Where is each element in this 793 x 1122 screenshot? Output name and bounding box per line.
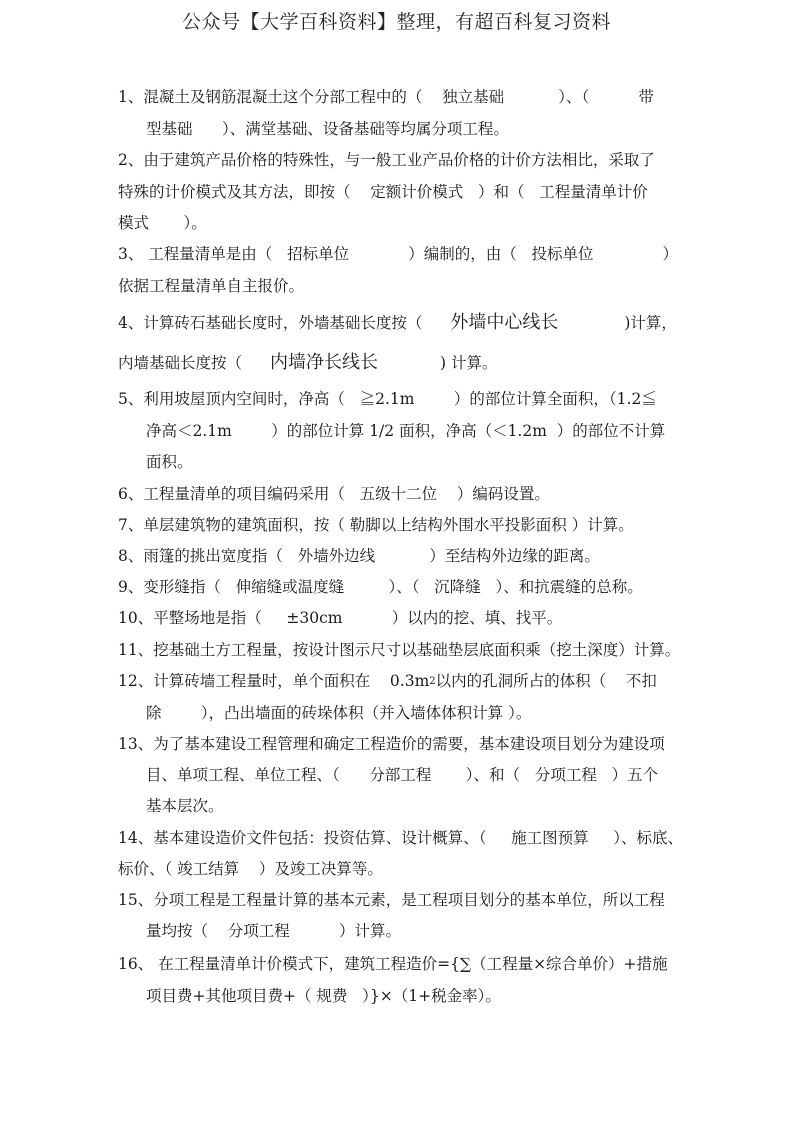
question-15-line-2: 量均按（ 分项工程 ）计算。: [146, 922, 401, 940]
question-4-line-1-prefix: 4、计算砖石基础长度时，外墙基础长度按（: [118, 314, 423, 332]
question-4-line-1: [118, 312, 677, 334]
question-4-line-2-prefix: 内墙基础长度按（: [118, 354, 243, 372]
page-header-title: 公众号【大学百科资料】整理，有超百科复习资料: [181, 11, 611, 33]
question-12-line-1: [118, 670, 657, 693]
question-4-line-1-suffix: )计算，: [624, 314, 677, 332]
question-14-line-2: 标价、（ 竣工结算 ）及竣工决算等。: [118, 860, 383, 878]
question-4-line-2: [118, 352, 498, 374]
question-11: 11、挖基础土方工程量，按设计图示尺寸以基础垫层底面积乘（挖土深度）计算。: [118, 641, 681, 659]
question-10: 10、平整场地是指（ ±30cm ）以内的挖、填、找平。: [118, 609, 563, 627]
question-14-line-1: 14、基本建设造价文件包括：投资估算、设计概算、（ 施工图预算 ）、标底、: [118, 829, 683, 847]
question-2-line-1: 2、由于建筑产品价格的特殊性，与一般工业产品价格的计价方法相比，采取了: [118, 151, 655, 169]
question-13-line-2: 目、单项工程、单位工程、（ 分部工程 ）、和（ 分项工程 ）五个: [146, 766, 659, 784]
question-16-line-1: 16、 在工程量清单计价模式下，建筑工程造价={∑（工程量×综合单价）+措施: [118, 955, 668, 973]
question-1-line-1: 1、混凝土及钢筋混凝土这个分部工程中的（ 独立基础 ）、（ 带: [118, 88, 655, 106]
question-2-line-2: 特殊的计价模式及其方法，即按（ 定额计价模式 ）和（ 工程量清单计价: [118, 183, 648, 201]
question-2-line-3: 模式 ）。: [118, 214, 207, 232]
question-4-answer-1: 外墙中心线长: [450, 312, 559, 333]
question-13-line-1: 13、为了基本建设工程管理和确定工程造价的需要，基本建设项目划分为建设项: [118, 735, 665, 753]
question-4-line-2-suffix: ) 计算。: [440, 354, 498, 372]
question-5-line-2: 净高＜2.1m ）的部位计算 1/2 面积，净高（＜1.2m ）的部位不计算: [146, 422, 666, 440]
question-5-line-1: 5、利用坡屋顶内空间时，净高（ ≧2.1m ）的部位计算全面积，（1.2≦: [118, 390, 657, 408]
question-3-line-2: 依据工程量清单自主报价。: [118, 277, 305, 295]
question-4-answer-2: 内墙净长线长: [270, 352, 379, 373]
question-3-line-1: 3、 工程量清单是由（ 招标单位 ）编制的，由（ 投标单位 ）: [118, 245, 678, 263]
question-12-line-1-prefix: 12、计算砖墙工程量时，单个面积在 0.3m: [118, 672, 430, 690]
question-12-line-2: 除 ），凸出墙面的砖垛体积（并入墙体体积计算 ）。: [146, 704, 532, 722]
question-7: 7、单层建筑物的建筑面积，按（ 勒脚以上结构外围水平投影面积 ）计算。: [118, 516, 634, 534]
squared-superscript: 2: [429, 676, 436, 687]
question-8: 8、雨篷的挑出宽度指（ 外墙外边线 ）至结构外边缘的距离。: [118, 547, 600, 565]
question-9: 9、变形缝指（ 伸缩缝或温度缝 ）、（ 沉降缝 ）、和抗震缝的总称。: [118, 578, 643, 596]
question-15-line-1: 15、分项工程是工程量计算的基本元素，是工程项目划分的基本单位，所以工程: [118, 891, 665, 909]
question-13-line-3: 基本层次。: [146, 797, 224, 815]
question-5-line-3: 面积。: [146, 453, 193, 471]
question-16-line-2: 项目费+其他项目费+（ 规费 ）}×（1+税金率）。: [146, 987, 501, 1005]
question-6: 6、工程量清单的项目编码采用（ 五级十二位 ）编码设置。: [118, 485, 550, 503]
question-12-line-1-rest: 以内的孔洞所占的体积（ 不扣: [435, 672, 657, 690]
question-1-line-2: 型基础 ）、满堂基础、设备基础等均属分项工程。: [146, 120, 509, 138]
